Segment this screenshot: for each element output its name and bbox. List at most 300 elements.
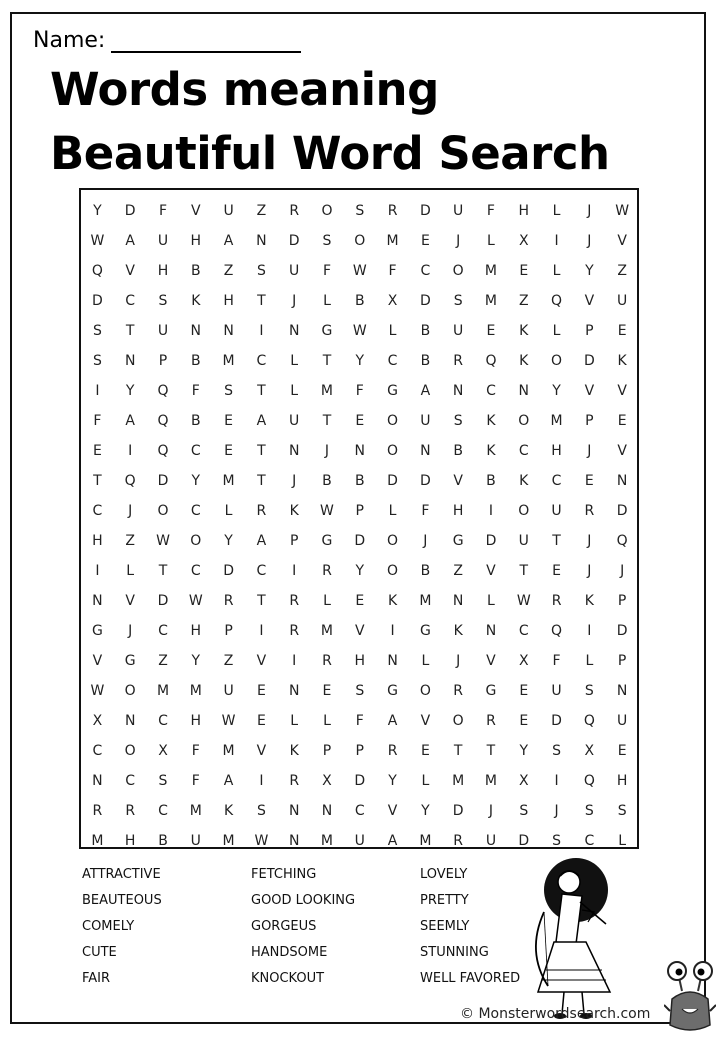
grid-letter: N <box>288 833 300 849</box>
grid-letter: J <box>488 803 494 819</box>
grid-letter: H <box>92 533 103 549</box>
grid-letter: Z <box>158 653 168 669</box>
grid-letter: C <box>125 293 136 309</box>
grid-letter: R <box>322 563 332 579</box>
grid-letter: R <box>486 713 496 729</box>
grid-letter: I <box>292 653 297 669</box>
grid-letter: J <box>554 803 559 819</box>
grid-letter: M <box>320 833 334 849</box>
word-list-item: BEAUTEOUS <box>82 893 162 908</box>
grid-row <box>81 736 639 766</box>
grid-row <box>81 346 639 376</box>
grid-letter: R <box>551 593 562 609</box>
grid-letter: T <box>453 743 463 759</box>
grid-letter: M <box>484 773 497 789</box>
grid-letter: N <box>288 443 300 459</box>
grid-letter: R <box>289 203 300 219</box>
grid-letter: M <box>189 683 202 699</box>
title-line-2: Beautiful Word Search <box>50 127 610 180</box>
grid-letter: X <box>518 233 529 249</box>
grid-letter: E <box>322 683 332 699</box>
word-list-item: COMELY <box>82 919 135 934</box>
grid-letter: W <box>90 233 105 249</box>
grid-letter: O <box>387 413 399 429</box>
word-list-item: HANDSOME <box>251 945 328 960</box>
grid-letter: O <box>452 713 464 729</box>
word-list-item: WELL FAVORED <box>420 971 521 986</box>
grid-letter: S <box>256 263 266 279</box>
grid-row <box>81 646 639 676</box>
grid-letter: I <box>128 443 133 459</box>
grid-letter: W <box>352 323 367 339</box>
grid-letter: B <box>190 263 201 279</box>
grid-letter: L <box>323 713 331 729</box>
grid-letter: V <box>354 623 365 639</box>
grid-letter: V <box>92 653 103 669</box>
grid-letter: X <box>92 713 103 729</box>
grid-letter: Z <box>453 563 463 579</box>
grid-letter: S <box>158 773 168 789</box>
grid-letter: N <box>452 593 464 609</box>
grid-letter: I <box>554 773 559 789</box>
grid-letter: N <box>288 323 300 339</box>
grid-letter: S <box>224 383 234 399</box>
grid-row <box>81 706 639 736</box>
grid-row <box>81 676 639 706</box>
grid-letter: T <box>158 563 168 579</box>
grid-letter: G <box>419 623 431 639</box>
grid-letter: D <box>616 503 628 519</box>
grid-letter: N <box>92 773 103 789</box>
grid-letter: P <box>224 623 233 639</box>
grid-letter: B <box>420 563 431 579</box>
grid-letter: V <box>256 653 267 669</box>
grid-letter: C <box>158 623 168 639</box>
grid-letter: E <box>420 233 430 249</box>
grid-letter: T <box>322 353 332 369</box>
grid-letter: V <box>453 473 463 489</box>
grid-letter: Q <box>551 293 563 309</box>
grid-letter: J <box>587 533 592 549</box>
grid-letter: C <box>125 773 136 789</box>
grid-letter: O <box>157 503 169 519</box>
grid-letter: P <box>322 743 332 759</box>
grid-letter: S <box>519 803 529 819</box>
word-list-item: CUTE <box>82 945 117 960</box>
grid-letter: J <box>456 233 461 249</box>
grid-letter: U <box>551 503 562 519</box>
grid-letter: O <box>124 683 136 699</box>
grid-letter: J <box>587 443 592 459</box>
grid-letter: L <box>421 773 430 789</box>
grid-letter: L <box>290 713 299 729</box>
copyright-credit: © Monsterwordsearch.com <box>460 1006 651 1022</box>
grid-letter: L <box>552 263 561 279</box>
grid-row <box>81 376 639 406</box>
grid-letter: G <box>387 683 398 699</box>
grid-letter: Y <box>388 773 397 789</box>
grid-letter: V <box>191 203 201 219</box>
grid-letter: A <box>256 413 267 429</box>
grid-letter: E <box>552 563 561 579</box>
grid-letter: S <box>322 233 332 249</box>
grid-letter: Q <box>91 263 103 279</box>
grid-letter: J <box>292 473 297 489</box>
grid-letter: P <box>158 353 168 369</box>
grid-letter: N <box>616 473 628 489</box>
grid-letter: I <box>587 623 592 639</box>
grid-letter: W <box>352 263 367 279</box>
grid-letter: N <box>452 383 464 399</box>
grid-letter: N <box>190 323 202 339</box>
grid-letter: H <box>616 773 628 789</box>
grid-letter: E <box>486 323 496 339</box>
grid-letter: Z <box>617 263 627 279</box>
grid-letter: L <box>421 653 430 669</box>
grid-letter: D <box>354 773 366 789</box>
grid-letter: M <box>320 383 334 399</box>
grid-letter: I <box>259 773 264 789</box>
grid-letter: C <box>92 503 103 519</box>
grid-letter: Q <box>124 473 136 489</box>
grid-letter: W <box>188 593 203 609</box>
grid-letter: D <box>518 833 530 849</box>
grid-letter: G <box>387 383 398 399</box>
grid-letter: A <box>420 383 431 399</box>
name-label: Name: <box>33 28 106 53</box>
grid-letter: H <box>124 833 136 849</box>
grid-letter: B <box>190 413 201 429</box>
grid-letter: T <box>552 533 561 549</box>
grid-letter: S <box>92 323 102 339</box>
grid-letter: B <box>158 833 168 849</box>
grid-letter: U <box>551 683 562 699</box>
monster-mascot-icon <box>664 955 716 1035</box>
grid-letter: Y <box>93 203 102 219</box>
grid-row <box>81 316 639 346</box>
grid-letter: D <box>419 203 431 219</box>
grid-letter: F <box>191 773 200 789</box>
grid-letter: J <box>587 563 592 579</box>
grid-letter: J <box>324 443 330 459</box>
name-row <box>33 28 301 53</box>
grid-letter: F <box>191 743 200 759</box>
grid-row <box>81 226 639 256</box>
grid-letter: P <box>355 743 364 759</box>
grid-letter: V <box>387 803 398 819</box>
grid-letter: G <box>452 533 464 549</box>
grid-letter: R <box>289 623 300 639</box>
grid-letter: U <box>453 203 464 219</box>
grid-letter: G <box>91 623 103 639</box>
grid-letter: R <box>223 593 234 609</box>
word-list-item: FETCHING <box>251 867 317 882</box>
grid-letter: E <box>420 743 430 759</box>
grid-letter: D <box>583 353 595 369</box>
word-list-item: KNOCKOUT <box>251 971 325 986</box>
grid-letter: T <box>125 323 135 339</box>
grid-letter: R <box>584 503 595 519</box>
grid-letter: K <box>289 503 299 519</box>
grid-letter: K <box>519 353 529 369</box>
word-list-item: GOOD LOOKING <box>251 893 356 908</box>
grid-letter: H <box>354 653 366 669</box>
grid-letter: T <box>519 563 529 579</box>
grid-letter: A <box>256 533 267 549</box>
word-list-item: ATTRACTIVE <box>82 867 161 882</box>
grid-letter: L <box>126 563 135 579</box>
grid-letter: C <box>420 263 431 279</box>
grid-letter: E <box>224 443 234 459</box>
grid-letter: C <box>92 743 103 759</box>
grid-letter: N <box>420 443 431 459</box>
grid-letter: T <box>322 413 332 429</box>
grid-letter: B <box>322 473 332 489</box>
grid-letter: D <box>419 473 431 489</box>
grid-letter: K <box>486 443 496 459</box>
grid-letter: D <box>157 593 169 609</box>
grid-letter: F <box>355 383 364 399</box>
grid-letter: C <box>584 833 595 849</box>
grid-letter: J <box>128 623 133 639</box>
grid-letter: N <box>288 803 300 819</box>
grid-letter: M <box>386 233 399 249</box>
grid-letter: L <box>552 323 561 339</box>
grid-letter: C <box>190 563 201 579</box>
grid-letter: T <box>257 383 266 399</box>
grid-letter: O <box>190 533 202 549</box>
grid-letter: N <box>288 683 300 699</box>
grid-letter: G <box>485 683 497 699</box>
grid-letter: E <box>256 683 266 699</box>
grid-letter: K <box>453 623 463 639</box>
grid-letter: Y <box>355 353 365 369</box>
grid-letter: R <box>453 683 464 699</box>
grid-letter: F <box>322 263 331 279</box>
grid-letter: K <box>289 743 299 759</box>
grid-letter: L <box>388 323 397 339</box>
grid-letter: N <box>256 233 267 249</box>
grid-letter: Q <box>157 443 169 459</box>
grid-letter: E <box>355 593 365 609</box>
grid-letter: V <box>617 233 627 249</box>
grid-letter: F <box>191 383 200 399</box>
grid-letter: M <box>484 263 497 279</box>
grid-letter: F <box>355 713 364 729</box>
grid-letter: O <box>354 233 366 249</box>
grid-letter: Y <box>355 563 365 579</box>
grid-letter: D <box>157 473 169 489</box>
grid-letter: R <box>322 653 332 669</box>
grid-row <box>81 466 639 496</box>
grid-letter: L <box>323 293 331 309</box>
grid-letter: R <box>256 503 267 519</box>
grid-letter: C <box>190 443 201 459</box>
grid-letter: L <box>290 383 299 399</box>
grid-letter: M <box>419 833 432 849</box>
grid-letter: B <box>453 443 463 459</box>
grid-letter: L <box>388 503 397 519</box>
grid-letter: N <box>387 653 398 669</box>
grid-letter: L <box>323 593 331 609</box>
grid-letter: O <box>518 413 530 429</box>
grid-letter: M <box>550 413 563 429</box>
grid-letter: E <box>617 413 627 429</box>
grid-letter: O <box>321 203 333 219</box>
word-list <box>82 864 589 994</box>
grid-letter: U <box>518 533 529 549</box>
grid-letter: H <box>190 623 202 639</box>
grid-letter: G <box>124 653 136 669</box>
grid-letter: F <box>552 653 561 669</box>
grid-letter: E <box>519 683 529 699</box>
grid-letter: Y <box>125 383 135 399</box>
grid-letter: J <box>423 533 428 549</box>
grid-row <box>81 616 639 646</box>
grid-letter: K <box>191 293 201 309</box>
grid-letter: R <box>453 833 464 849</box>
grid-letter: F <box>421 503 430 519</box>
grid-letter: S <box>552 743 561 759</box>
grid-letter: C <box>256 563 267 579</box>
grid-letter: A <box>223 233 234 249</box>
grid-letter: V <box>256 743 267 759</box>
grid-letter: C <box>190 503 201 519</box>
grid-letter: G <box>321 533 333 549</box>
grid-letter: R <box>289 593 300 609</box>
grid-letter: I <box>95 563 100 579</box>
archer-woman-illustration <box>524 852 634 1022</box>
grid-letter: W <box>90 683 105 699</box>
grid-letter: B <box>486 473 496 489</box>
grid-letter: W <box>516 593 531 609</box>
grid-letter: S <box>453 413 463 429</box>
grid-letter: O <box>452 263 464 279</box>
grid-letter: N <box>124 353 136 369</box>
grid-letter: E <box>617 323 627 339</box>
grid-row <box>81 406 639 436</box>
grid-letter: J <box>587 203 592 219</box>
word-list-item: FAIR <box>82 971 111 986</box>
grid-letter: H <box>190 713 202 729</box>
grid-letter: P <box>617 593 627 609</box>
grid-letter: M <box>156 683 170 699</box>
grid-letter: Y <box>585 263 594 279</box>
page-title <box>50 58 610 186</box>
grid-letter: M <box>452 773 465 789</box>
grid-letter: X <box>518 773 529 789</box>
grid-letter: L <box>618 833 627 849</box>
grid-row <box>81 796 639 826</box>
grid-letter: C <box>354 803 365 819</box>
grid-row <box>81 556 639 586</box>
grid-letter: U <box>420 413 431 429</box>
grid-letter: Y <box>191 473 201 489</box>
grid-letter: U <box>190 833 201 849</box>
grid-letter: D <box>223 563 234 579</box>
grid-letter: A <box>125 233 135 249</box>
grid-letter: R <box>453 353 464 369</box>
grid-letter: F <box>486 203 495 219</box>
grid-letter: V <box>486 653 496 669</box>
grid-letter: Q <box>583 773 595 789</box>
grid-letter: P <box>585 413 594 429</box>
grid-letter: P <box>289 533 299 549</box>
grid-letter: D <box>288 233 300 249</box>
grid-letter: L <box>585 653 594 669</box>
grid-letter: Y <box>224 533 233 549</box>
grid-letter: C <box>486 383 496 399</box>
grid-letter: W <box>156 533 170 549</box>
grid-letter: S <box>617 803 627 819</box>
grid-letter: Z <box>223 653 234 669</box>
grid-letter: U <box>157 233 169 249</box>
grid-letter: R <box>387 743 398 759</box>
grid-letter: J <box>128 503 133 519</box>
grid-letter: B <box>354 473 365 489</box>
grid-letter: E <box>92 443 102 459</box>
grid-letter: O <box>518 503 530 519</box>
grid-letter: H <box>223 293 234 309</box>
grid-letter: T <box>257 473 266 489</box>
grid-letter: L <box>224 503 233 519</box>
grid-letter: A <box>125 413 135 429</box>
grid-letter: O <box>419 683 431 699</box>
grid-letter: R <box>289 773 300 789</box>
grid-letter: G <box>321 323 333 339</box>
grid-letter: Z <box>518 293 529 309</box>
grid-letter: F <box>158 203 168 219</box>
grid-row <box>81 496 639 526</box>
grid-letter: U <box>289 413 300 429</box>
grid-letter: O <box>387 443 399 459</box>
grid-letter: C <box>158 713 168 729</box>
word-list-column <box>251 864 420 994</box>
grid-letter: Q <box>485 353 497 369</box>
grid-letter: S <box>355 683 365 699</box>
grid-letter: O <box>124 743 136 759</box>
grid-letter: Z <box>223 263 234 279</box>
grid-letter: L <box>487 593 495 609</box>
grid-letter: I <box>554 233 559 249</box>
grid-letter: X <box>584 743 595 759</box>
grid-letter: S <box>158 293 168 309</box>
grid-letter: K <box>486 413 496 429</box>
grid-letter: H <box>551 443 562 459</box>
grid-letter: X <box>322 773 332 789</box>
grid-letter: H <box>190 233 202 249</box>
grid-letter: J <box>587 233 592 249</box>
grid-row <box>81 196 639 226</box>
grid-letter: Q <box>157 413 169 429</box>
grid-letter: O <box>551 353 563 369</box>
grid-letter: N <box>616 683 628 699</box>
grid-letter: M <box>189 803 202 819</box>
grid-letter: E <box>224 413 234 429</box>
grid-letter: M <box>222 473 235 489</box>
grid-letter: E <box>256 713 266 729</box>
grid-letter: T <box>257 293 266 309</box>
grid-letter: Y <box>519 743 529 759</box>
name-blank-line <box>111 29 301 53</box>
grid-row <box>81 286 639 316</box>
grid-letter: P <box>585 323 594 339</box>
grid-row <box>81 436 639 466</box>
grid-letter: U <box>617 713 628 729</box>
grid-letter: C <box>387 353 398 369</box>
grid-letter: F <box>93 413 102 429</box>
grid-letter: U <box>223 203 234 219</box>
